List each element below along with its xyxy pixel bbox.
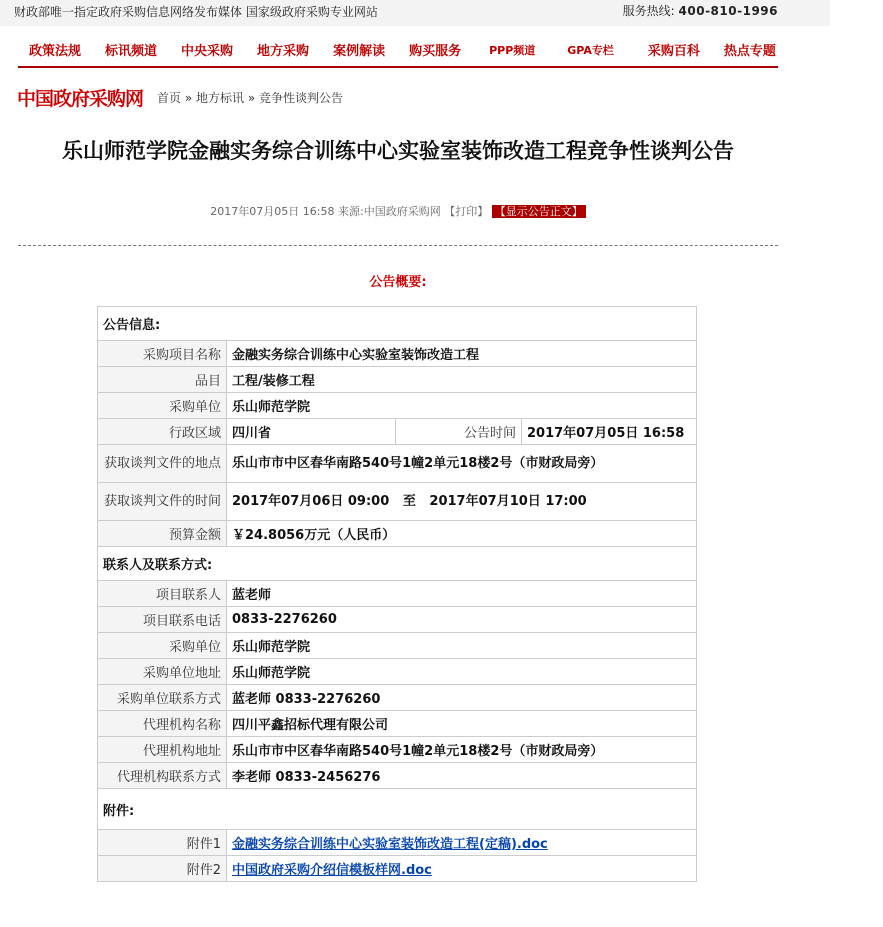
summary-title: 公告概要: xyxy=(369,275,427,290)
contact-phone-value: 0833-2276260 xyxy=(227,607,697,633)
source-label: 来源: xyxy=(337,205,364,218)
field-label: 采购单位联系方式 xyxy=(98,685,227,711)
doc-place-value: 乐山市市中区春华南路540号1幢2单元18楼2号（市财政局旁） xyxy=(227,445,697,483)
table-row xyxy=(98,445,697,483)
hotline-number: 400-810-1996 xyxy=(678,4,778,18)
table-row xyxy=(98,856,697,882)
nav-item-ppp[interactable]: PPP频道 xyxy=(489,44,536,57)
field-label: 附件1 xyxy=(98,830,227,856)
buyer-address-value: 乐山师范学院 xyxy=(227,659,697,685)
field-label: 采购单位地址 xyxy=(98,659,227,685)
nav-item-topics[interactable]: 热点专题 xyxy=(723,44,776,59)
table-row xyxy=(98,789,697,830)
attachment-2-link[interactable]: 中国政府采购介绍信模板样网.doc xyxy=(232,863,432,878)
hotline xyxy=(623,2,778,19)
field-label: 获取谈判文件的地点 xyxy=(98,445,227,483)
main-nav xyxy=(18,32,778,68)
table-row xyxy=(98,547,697,581)
breadcrumb xyxy=(157,89,343,106)
table-row xyxy=(98,341,697,367)
table-row xyxy=(98,763,697,789)
table-row xyxy=(98,711,697,737)
attachment-cell xyxy=(227,856,697,882)
breadcrumb-sep: » xyxy=(247,91,256,105)
nav-item-cases[interactable]: 案例解读 xyxy=(333,44,386,59)
table-row xyxy=(98,307,697,341)
table-row xyxy=(98,685,697,711)
table-row xyxy=(98,659,697,685)
section-heading-contact: 联系人及联系方式: xyxy=(98,547,697,581)
publish-datetime: 2017年07月05日 16:58 xyxy=(210,205,335,218)
top-bar xyxy=(0,0,830,26)
source-name: 中国政府采购网 xyxy=(363,205,441,218)
region-value: 四川省 xyxy=(227,419,396,445)
section-heading-attachments: 附件: xyxy=(98,789,697,830)
agency-name-value: 四川平鑫招标代理有限公司 xyxy=(227,711,697,737)
field-label: 预算金额 xyxy=(98,521,227,547)
field-label: 代理机构联系方式 xyxy=(98,763,227,789)
budget-value: ￥24.8056万元（人民币） xyxy=(227,521,697,547)
breadcrumb-home[interactable]: 首页 xyxy=(157,91,182,105)
nav-item-wiki[interactable]: 采购百科 xyxy=(647,44,700,59)
field-label: 行政区域 xyxy=(98,419,227,445)
section-heading-info: 公告信息: xyxy=(98,307,697,341)
nav-item-bids[interactable]: 标讯频道 xyxy=(105,44,158,59)
field-label: 采购项目名称 xyxy=(98,341,227,367)
doc-time-value: 2017年07月06日 09:00 至 2017年07月10日 17:00 xyxy=(227,483,697,521)
table-row xyxy=(98,419,697,445)
table-row xyxy=(98,367,697,393)
table-row xyxy=(98,830,697,856)
agency-contact-value: 李老师 0833-2456276 xyxy=(227,763,697,789)
agency-address-value: 乐山市市中区春华南路540号1幢2单元18楼2号（市财政局旁） xyxy=(227,737,697,763)
field-label: 附件2 xyxy=(98,856,227,882)
project-name-value: 金融实务综合训练中心实验室装饰改造工程 xyxy=(227,341,697,367)
table-row xyxy=(98,607,697,633)
field-label: 采购单位 xyxy=(98,633,227,659)
table-row xyxy=(98,581,697,607)
attachment-1-link[interactable]: 金融实务综合训练中心实验室装饰改造工程(定稿).doc xyxy=(232,837,548,852)
article-meta xyxy=(18,203,778,219)
breadcrumb-sep: » xyxy=(184,91,193,105)
nav-item-services[interactable]: 购买服务 xyxy=(409,44,462,59)
site-slogan: 财政部唯一指定政府采购信息网络发布媒体 国家级政府采购专业网站 xyxy=(14,5,378,19)
nav-item-central[interactable]: 中央采购 xyxy=(181,44,234,59)
logo-breadcrumb-row xyxy=(17,84,343,111)
category-value: 工程/装修工程 xyxy=(227,367,697,393)
buyer-contact-value: 蓝老师 0833-2276260 xyxy=(227,685,697,711)
buyer-value: 乐山师范学院 xyxy=(227,393,697,419)
breadcrumb-current[interactable]: 竞争性谈判公告 xyxy=(259,91,344,105)
field-label: 代理机构名称 xyxy=(98,711,227,737)
field-label: 采购单位 xyxy=(98,393,227,419)
table-row xyxy=(98,521,697,547)
nav-item-gpa[interactable]: GPA专栏 xyxy=(567,44,614,57)
field-label: 公告时间 xyxy=(396,419,522,445)
print-link[interactable]: 【打印】 xyxy=(444,205,489,218)
pubtime-value: 2017年07月05日 16:58 xyxy=(522,419,697,445)
nav-item-local[interactable]: 地方采购 xyxy=(257,44,310,59)
page-title: 乐山师范学院金融实务综合训练中心实验室装饰改造工程竞争性谈判公告 xyxy=(62,139,734,163)
divider xyxy=(18,245,778,246)
show-content-button[interactable]: 【显示公告正文】 xyxy=(492,205,586,218)
site-logo[interactable]: 中国政府采购网 xyxy=(17,88,144,110)
contact-person-value: 蓝老师 xyxy=(227,581,697,607)
announcement-table xyxy=(97,306,697,882)
table-row xyxy=(98,483,697,521)
field-label: 项目联系人 xyxy=(98,581,227,607)
table-row xyxy=(98,737,697,763)
buyer-unit-value: 乐山师范学院 xyxy=(227,633,697,659)
field-label: 品目 xyxy=(98,367,227,393)
field-label: 代理机构地址 xyxy=(98,737,227,763)
hotline-label: 服务热线: xyxy=(622,4,675,18)
table-row xyxy=(98,393,697,419)
field-label: 获取谈判文件的时间 xyxy=(98,483,227,521)
field-label: 项目联系电话 xyxy=(98,607,227,633)
nav-item-policy[interactable]: 政策法规 xyxy=(29,44,82,59)
attachment-cell xyxy=(227,830,697,856)
table-row xyxy=(98,633,697,659)
breadcrumb-local-bids[interactable]: 地方标讯 xyxy=(196,91,245,105)
